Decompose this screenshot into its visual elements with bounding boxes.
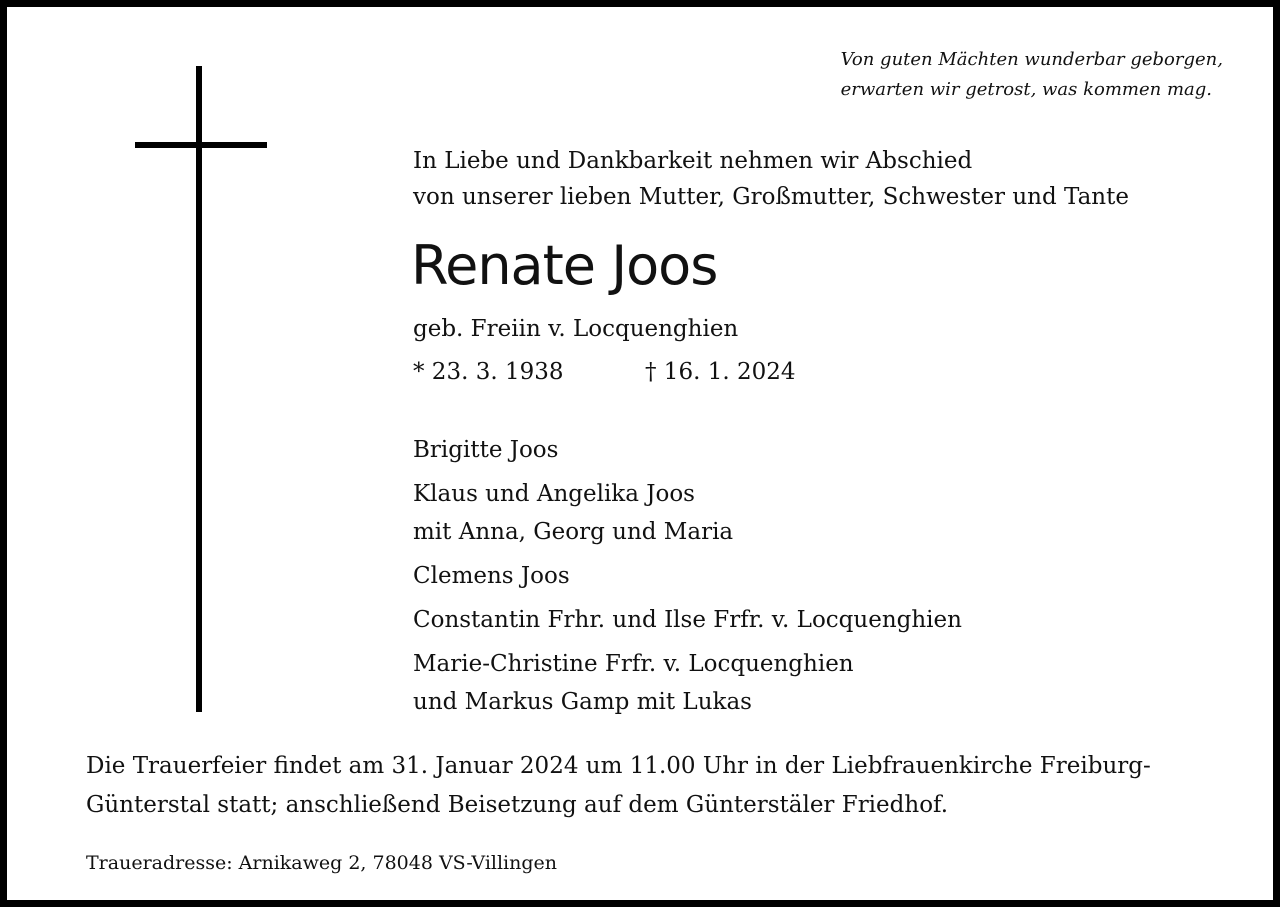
mourner-group <box>413 557 962 595</box>
mourner-line: mit Anna, Georg und Maria <box>413 519 734 545</box>
intro-line-1: In Liebe und Dankbarkeit nehmen wir Abschied <box>413 148 973 174</box>
intro-text <box>413 143 1129 215</box>
birth-name: geb. Freiin v. Locquenghien <box>413 316 739 342</box>
mourners-list <box>413 431 962 727</box>
cross-vertical-bar <box>196 66 202 712</box>
mourner-line: und Markus Gamp mit Lukas <box>413 689 752 715</box>
mourner-group <box>413 601 962 639</box>
ceremony-info <box>86 747 1151 825</box>
mourner-line: Klaus und Angelika Joos <box>413 481 695 507</box>
intro-line-2: von unserer lieben Mutter, Großmutter, Schwester und Tante <box>413 184 1129 210</box>
mourner-group <box>413 475 962 551</box>
mourner-group <box>413 645 962 721</box>
mourner-line: Constantin Frhr. und Ilse Frfr. v. Locquenghien <box>413 607 962 633</box>
mourner-line: Marie-Christine Frfr. v. Locquenghien <box>413 651 854 677</box>
mourning-address: Traueradresse: Arnikaweg 2, 78048 VS-Villingen <box>86 852 558 874</box>
motto-line-1: Von guten Mächten wunderbar geborgen, <box>840 49 1223 70</box>
deceased-name: Renate Joos <box>411 234 718 297</box>
ceremony-line-1: Die Trauerfeier findet am 31. Januar 2024 um 11.00 Uhr in der Liebfrauenkirche Freiburg- <box>86 753 1151 779</box>
ceremony-line-2: Günterstal statt; anschließend Beisetzung auf dem Günterstäler Friedhof. <box>86 792 949 818</box>
motto-line-2: erwarten wir getrost, was kommen mag. <box>840 79 1213 100</box>
life-dates <box>413 355 796 389</box>
mourner-line: Brigitte Joos <box>413 437 559 463</box>
mourner-line: Clemens Joos <box>413 563 570 589</box>
birth-date: * 23. 3. 1938 <box>413 359 564 385</box>
death-date: † 16. 1. 2024 <box>645 359 796 385</box>
motto-quote <box>841 45 1223 105</box>
cross-horizontal-bar <box>135 142 267 148</box>
mourner-group <box>413 431 962 469</box>
